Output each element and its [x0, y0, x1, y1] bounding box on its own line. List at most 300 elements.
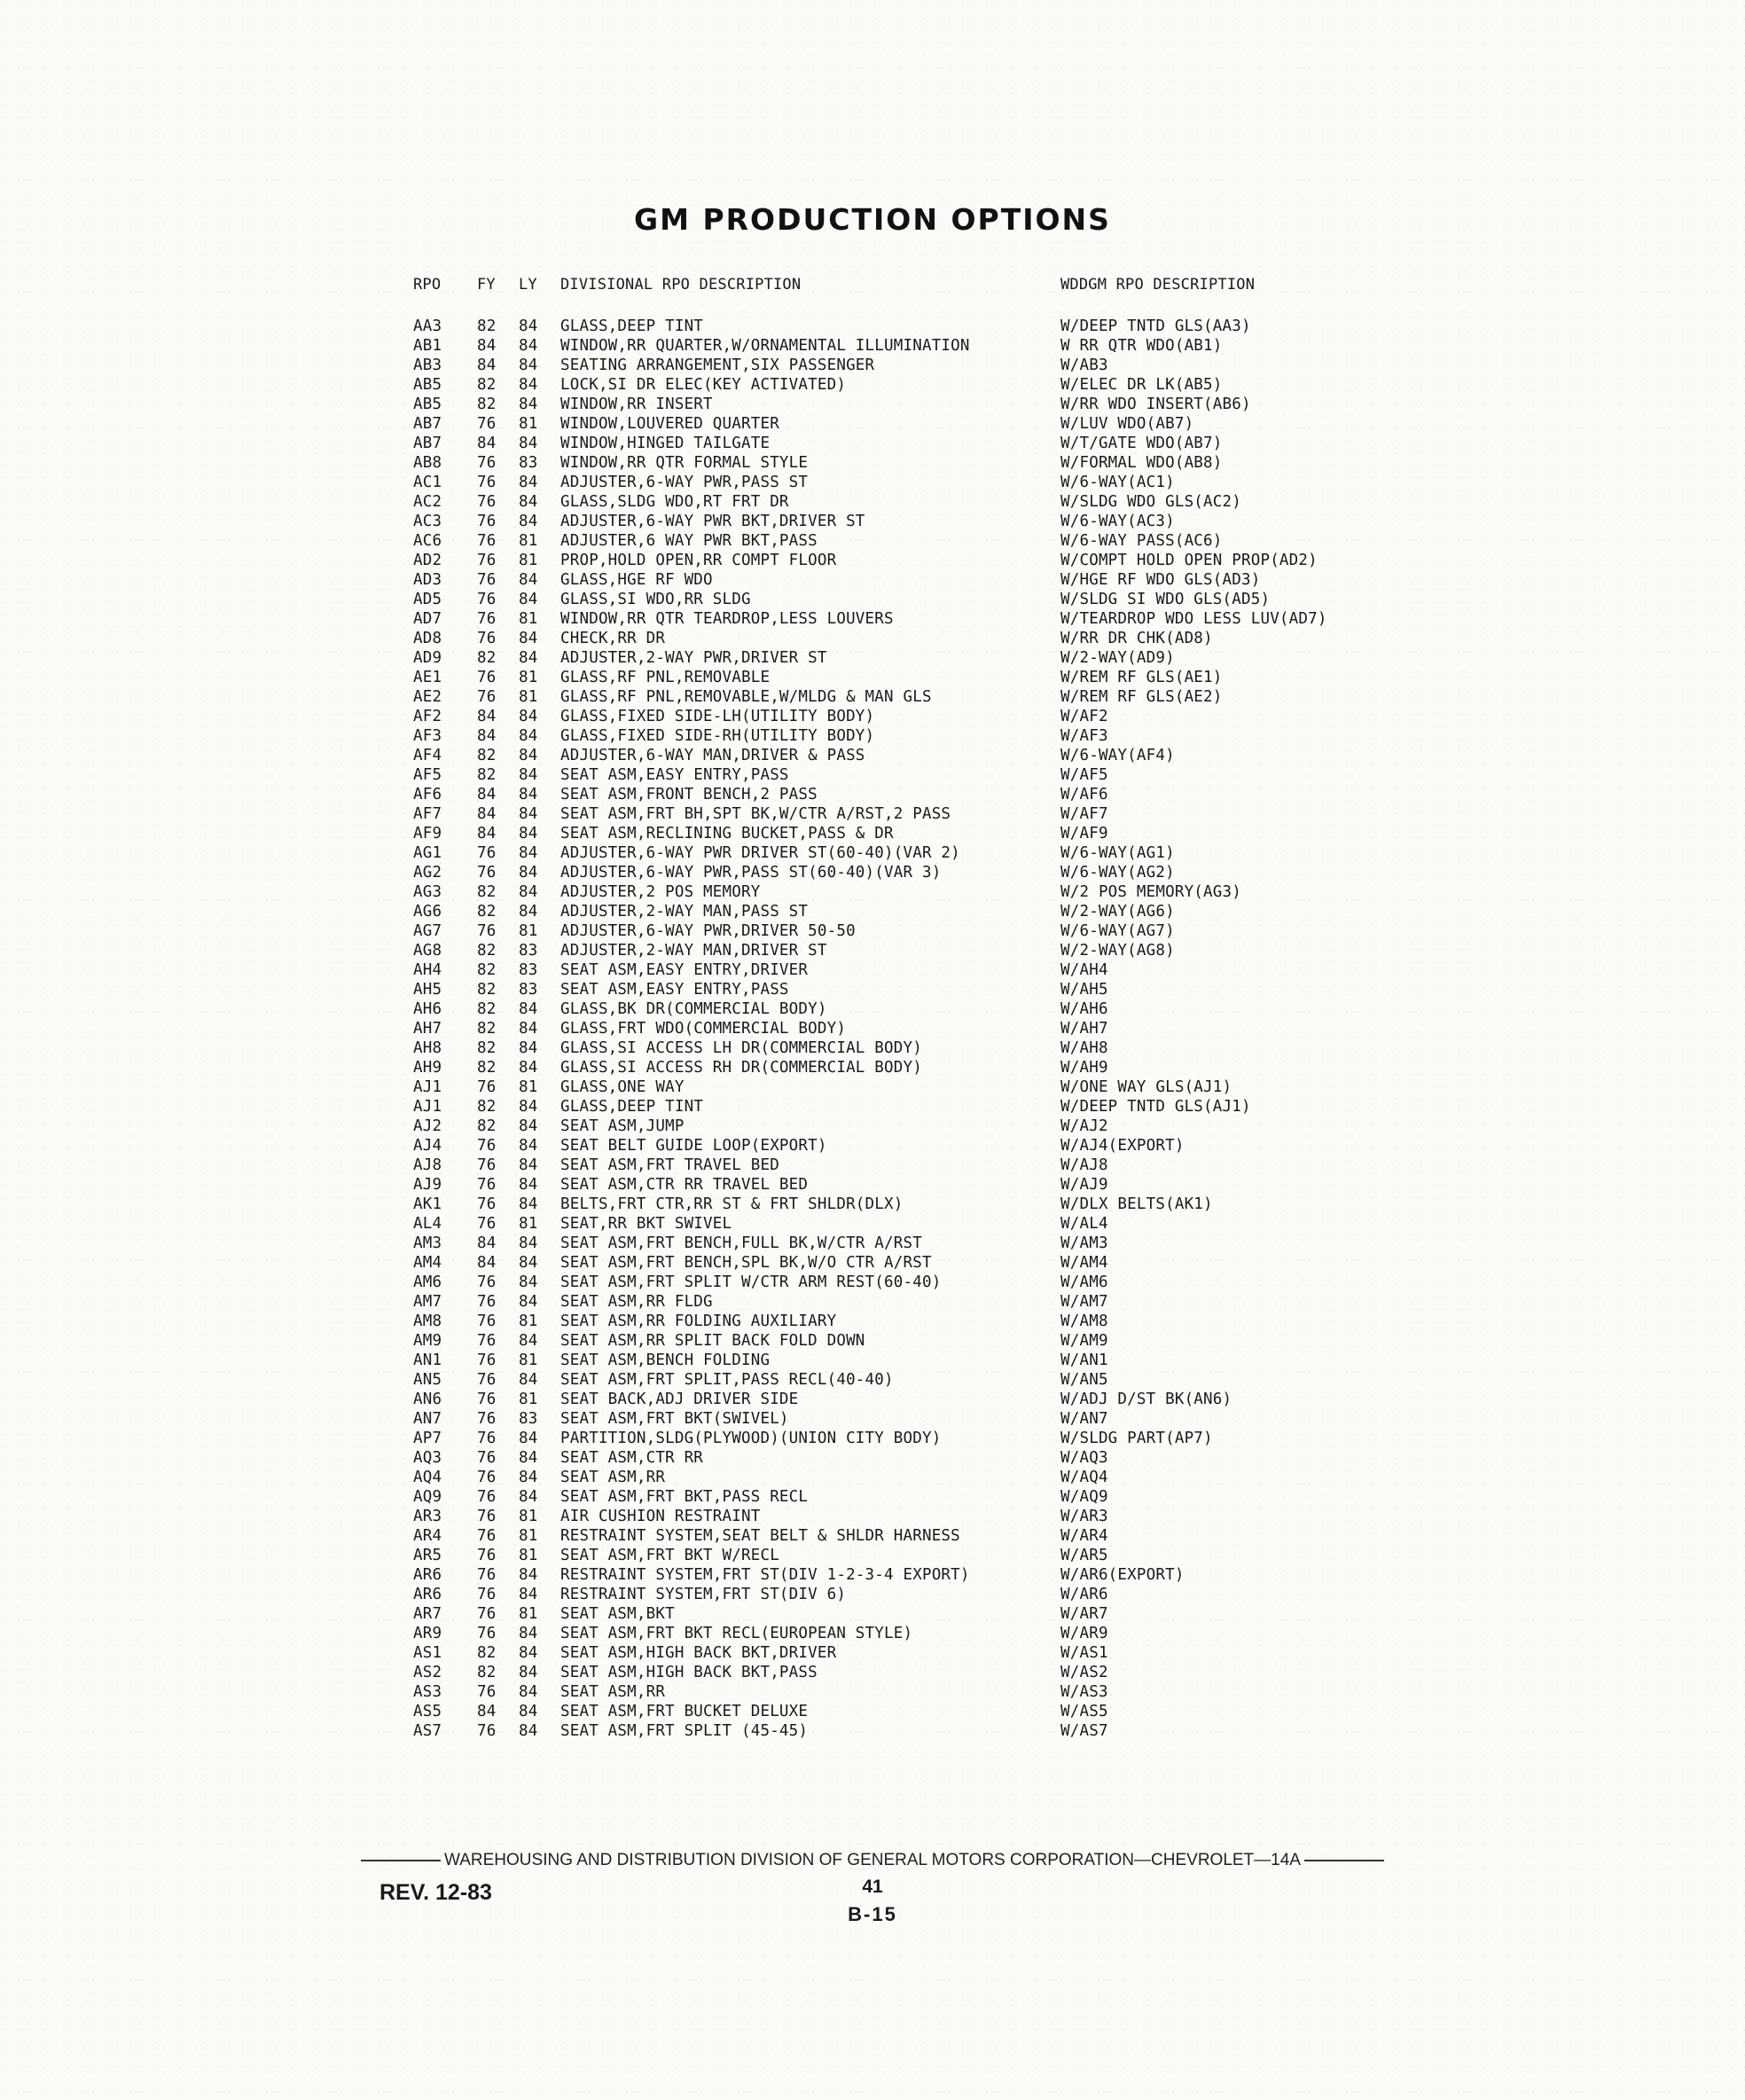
divisional-description-cell: SEAT ASM,RR: [560, 1469, 666, 1486]
rpo-cell: AB3: [413, 357, 442, 374]
fy-cell: 82: [477, 317, 497, 335]
wdgm-description-cell: W/SLDG WDO GLS(AC2): [1060, 493, 1241, 511]
fy-cell: 76: [477, 591, 497, 608]
ly-cell: 84: [519, 513, 538, 530]
table-row: [0, 960, 1745, 980]
ly-cell: 84: [519, 317, 538, 335]
table-row: [0, 1136, 1745, 1156]
divisional-description-cell: SEAT ASM,RR FLDG: [560, 1293, 713, 1311]
table-row: [0, 1292, 1745, 1312]
ly-cell: 84: [519, 1234, 538, 1252]
divisional-description-cell: GLASS,BK DR(COMMERCIAL BODY): [560, 1000, 827, 1018]
divisional-description-cell: ADJUSTER,6-WAY PWR,DRIVER 50-50: [560, 922, 856, 940]
rpo-cell: AM8: [413, 1312, 442, 1330]
wdgm-description-cell: W/2-WAY(AG8): [1060, 942, 1175, 960]
rpo-cell: AD9: [413, 649, 442, 667]
ly-cell: 84: [519, 747, 538, 764]
table-row: [0, 902, 1745, 921]
fy-cell: 76: [477, 1371, 497, 1389]
rpo-cell: AM7: [413, 1293, 442, 1311]
divisional-description-cell: WINDOW,LOUVERED QUARTER: [560, 415, 779, 433]
wdgm-description-cell: W/AH6: [1060, 1000, 1108, 1018]
rpo-cell: AD2: [413, 552, 442, 569]
ly-cell: 84: [519, 474, 538, 491]
rpo-cell: AL4: [413, 1215, 442, 1233]
wdgm-description-cell: W/AF2: [1060, 708, 1108, 725]
divisional-description-cell: SEAT ASM,FRT SPLIT W/CTR ARM REST(60-40): [560, 1273, 942, 1291]
wdgm-description-cell: W/AQ4: [1060, 1469, 1108, 1486]
rpo-cell: AR7: [413, 1605, 442, 1623]
wdgm-description-cell: W/AF5: [1060, 766, 1108, 784]
wdgm-description-cell: W/LUV WDO(AB7): [1060, 415, 1194, 433]
wdgm-description-cell: W/FORMAL WDO(AB8): [1060, 454, 1223, 472]
table-row: [0, 1604, 1745, 1624]
table-row: [0, 1058, 1745, 1077]
rpo-cell: AB7: [413, 435, 442, 452]
table-row: [0, 1429, 1745, 1448]
ly-cell: 84: [519, 805, 538, 823]
rpo-cell: AQ4: [413, 1469, 442, 1486]
ly-cell: 84: [519, 649, 538, 667]
rpo-cell: AM9: [413, 1332, 442, 1350]
ly-cell: 84: [519, 591, 538, 608]
rpo-cell: AN5: [413, 1371, 442, 1389]
ly-cell: 84: [519, 1586, 538, 1603]
rpo-cell: AH8: [413, 1039, 442, 1057]
fy-cell: 76: [477, 1391, 497, 1408]
wdgm-description-cell: W/AB3: [1060, 357, 1108, 374]
divisional-description-cell: ADJUSTER,6 WAY PWR BKT,PASS: [560, 532, 818, 550]
divisional-description-cell: GLASS,DEEP TINT: [560, 317, 704, 335]
ly-cell: 84: [519, 1566, 538, 1584]
table-row: [0, 1565, 1745, 1585]
table-row: [0, 1312, 1745, 1331]
rpo-cell: AQ9: [413, 1488, 442, 1506]
fy-cell: 82: [477, 883, 497, 901]
fy-cell: 76: [477, 415, 497, 433]
fy-cell: 76: [477, 669, 497, 686]
divisional-description-cell: ADJUSTER,2-WAY PWR,DRIVER ST: [560, 649, 827, 667]
table-row: [0, 941, 1745, 960]
fy-cell: 82: [477, 981, 497, 999]
divisional-description-cell: GLASS,SI ACCESS RH DR(COMMERCIAL BODY): [560, 1059, 922, 1077]
ly-cell: 84: [519, 1059, 538, 1077]
rpo-cell: AD5: [413, 591, 442, 608]
divisional-description-cell: GLASS,FIXED SIDE-LH(UTILITY BODY): [560, 708, 875, 725]
rpo-cell: AJ1: [413, 1078, 442, 1096]
divisional-description-cell: SEAT ASM,HIGH BACK BKT,PASS: [560, 1664, 818, 1681]
wdgm-description-cell: W/ELEC DR LK(AB5): [1060, 376, 1223, 394]
table-row: [0, 1682, 1745, 1702]
rpo-cell: AH7: [413, 1020, 442, 1038]
table-row: [0, 492, 1745, 512]
ly-cell: 84: [519, 708, 538, 725]
ly-cell: 84: [519, 1020, 538, 1038]
fy-cell: 76: [477, 1722, 497, 1740]
rpo-cell: AM6: [413, 1273, 442, 1291]
table-row: [0, 1663, 1745, 1682]
wdgm-description-cell: W/6-WAY(AF4): [1060, 747, 1175, 764]
wdgm-description-cell: W/AR7: [1060, 1605, 1108, 1623]
wdgm-description-cell: W/COMPT HOLD OPEN PROP(AD2): [1060, 552, 1318, 569]
page-title: GM PRODUCTION OPTIONS: [634, 202, 1111, 237]
fy-cell: 76: [477, 493, 497, 511]
footer-division-text: WAREHOUSING AND DISTRIBUTION DIVISION OF GENERAL MOTORS CORPORATION—CHEVROLET—14A: [444, 1851, 1301, 1869]
divisional-description-cell: ADJUSTER,6-WAY MAN,DRIVER & PASS: [560, 747, 865, 764]
divisional-description-cell: SEAT ASM,JUMP: [560, 1117, 685, 1135]
wdgm-description-cell: W/DEEP TNTD GLS(AA3): [1060, 317, 1251, 335]
table-row: [0, 336, 1745, 356]
ly-cell: 83: [519, 981, 538, 999]
wdgm-description-cell: W/6-WAY(AC3): [1060, 513, 1175, 530]
header-divisional-description: DIVISIONAL RPO DESCRIPTION: [560, 276, 802, 294]
ly-cell: 81: [519, 1605, 538, 1623]
footer-division-line: [0, 1851, 1745, 1870]
table-row: [0, 1175, 1745, 1195]
wdgm-description-cell: W/AJ2: [1060, 1117, 1108, 1135]
rpo-cell: AR3: [413, 1508, 442, 1525]
table-row: [0, 1097, 1745, 1117]
table-row: [0, 980, 1745, 999]
fy-cell: 82: [477, 376, 497, 394]
rpo-cell: AC6: [413, 532, 442, 550]
ly-cell: 84: [519, 727, 538, 745]
ly-cell: 84: [519, 903, 538, 921]
divisional-description-cell: CHECK,RR DR: [560, 630, 666, 647]
ly-cell: 84: [519, 357, 538, 374]
fy-cell: 76: [477, 1176, 497, 1194]
ly-cell: 84: [519, 786, 538, 803]
fy-cell: 76: [477, 1586, 497, 1603]
table-row: [0, 629, 1745, 648]
ly-cell: 84: [519, 1254, 538, 1272]
divisional-description-cell: SEAT ASM,FRT BH,SPT BK,W/CTR A/RST,2 PASS: [560, 805, 951, 823]
ly-cell: 81: [519, 1352, 538, 1369]
table-row: [0, 375, 1745, 395]
fy-cell: 84: [477, 1254, 497, 1272]
wdgm-description-cell: W/AR9: [1060, 1625, 1108, 1642]
rpo-cell: AJ4: [413, 1137, 442, 1155]
divisional-description-cell: SEAT ASM,FRT BKT(SWIVEL): [560, 1410, 789, 1428]
ly-cell: 84: [519, 1332, 538, 1350]
divisional-description-cell: SEAT ASM,BKT: [560, 1605, 675, 1623]
wdgm-description-cell: W/AM6: [1060, 1273, 1108, 1291]
rpo-cell: AG1: [413, 844, 442, 862]
wdgm-description-cell: W/AJ9: [1060, 1176, 1108, 1194]
wdgm-description-cell: W/AH8: [1060, 1039, 1108, 1057]
fy-cell: 82: [477, 1098, 497, 1116]
table-row: [0, 551, 1745, 570]
wdgm-description-cell: W/2 POS MEMORY(AG3): [1060, 883, 1241, 901]
table-row: [0, 531, 1745, 551]
rpo-cell: AS5: [413, 1703, 442, 1720]
section-number: B-15: [848, 1903, 897, 1925]
fy-cell: 76: [477, 1273, 497, 1291]
wdgm-description-cell: W/AN5: [1060, 1371, 1108, 1389]
table-row: [0, 824, 1745, 843]
ly-cell: 81: [519, 1547, 538, 1564]
divisional-description-cell: SEAT ASM,FRT TRAVEL BED: [560, 1156, 779, 1174]
ly-cell: 83: [519, 961, 538, 979]
rpo-cell: AB7: [413, 415, 442, 433]
table-row: [0, 1351, 1745, 1370]
rpo-cell: AK1: [413, 1195, 442, 1213]
ly-cell: 83: [519, 1410, 538, 1428]
fy-cell: 76: [477, 922, 497, 940]
ly-cell: 84: [519, 766, 538, 784]
table-row: [0, 921, 1745, 941]
fy-cell: 76: [477, 1605, 497, 1623]
fy-cell: 82: [477, 903, 497, 921]
fy-cell: 82: [477, 1664, 497, 1681]
fy-cell: 82: [477, 396, 497, 413]
ly-cell: 83: [519, 942, 538, 960]
divisional-description-cell: GLASS,ONE WAY: [560, 1078, 685, 1096]
ly-cell: 81: [519, 1391, 538, 1408]
fy-cell: 76: [477, 454, 497, 472]
table-row: [0, 1195, 1745, 1214]
ly-cell: 81: [519, 532, 538, 550]
fy-cell: 82: [477, 961, 497, 979]
fy-cell: 76: [477, 1137, 497, 1155]
table-row: [0, 648, 1745, 668]
divisional-description-cell: SEAT ASM,EASY ENTRY,DRIVER: [560, 961, 809, 979]
divisional-description-cell: GLASS,SI ACCESS LH DR(COMMERCIAL BODY): [560, 1039, 922, 1057]
wdgm-description-cell: W/AR6(EXPORT): [1060, 1566, 1185, 1584]
fy-cell: 82: [477, 1644, 497, 1662]
wdgm-description-cell: W/AR5: [1060, 1547, 1108, 1564]
rpo-cell: AM4: [413, 1254, 442, 1272]
divisional-description-cell: WINDOW,RR INSERT: [560, 396, 713, 413]
divisional-description-cell: SEAT BACK,ADJ DRIVER SIDE: [560, 1391, 799, 1408]
wdgm-description-cell: W/6-WAY(AG2): [1060, 864, 1175, 882]
table-row: [0, 1702, 1745, 1721]
fy-cell: 76: [477, 630, 497, 647]
wdgm-description-cell: W/AS3: [1060, 1683, 1108, 1701]
table-row: [0, 453, 1745, 473]
ly-cell: 84: [519, 1039, 538, 1057]
divisional-description-cell: SEAT ASM,EASY ENTRY,PASS: [560, 766, 789, 784]
footer-rule-left: [361, 1860, 441, 1861]
header-wdgm-description: WDDGM RPO DESCRIPTION: [1060, 276, 1256, 294]
divisional-description-cell: ADJUSTER,6-WAY PWR DRIVER ST(60-40)(VAR 2): [560, 844, 960, 862]
divisional-description-cell: RESTRAINT SYSTEM,SEAT BELT & SHLDR HARNESS: [560, 1527, 960, 1545]
wdgm-description-cell: W/AS1: [1060, 1644, 1108, 1662]
rpo-cell: AB8: [413, 454, 442, 472]
table-row: [0, 1273, 1745, 1292]
wdgm-description-cell: W/AL4: [1060, 1215, 1108, 1233]
divisional-description-cell: GLASS,DEEP TINT: [560, 1098, 704, 1116]
divisional-description-cell: GLASS,SLDG WDO,RT FRT DR: [560, 493, 789, 511]
table-row: [0, 356, 1745, 375]
divisional-description-cell: PARTITION,SLDG(PLYWOOD)(UNION CITY BODY): [560, 1430, 942, 1447]
ly-cell: 84: [519, 630, 538, 647]
table-row: [0, 843, 1745, 863]
fy-cell: 82: [477, 1117, 497, 1135]
table-row: [0, 882, 1745, 902]
wdgm-description-cell: W/AR4: [1060, 1527, 1108, 1545]
divisional-description-cell: GLASS,FRT WDO(COMMERCIAL BODY): [560, 1020, 847, 1038]
divisional-description-cell: GLASS,HGE RF WDO: [560, 571, 713, 589]
rpo-cell: AC2: [413, 493, 442, 511]
wdgm-description-cell: W/AM4: [1060, 1254, 1108, 1272]
ly-cell: 84: [519, 1156, 538, 1174]
rpo-cell: AD8: [413, 630, 442, 647]
fy-cell: 76: [477, 1410, 497, 1428]
rpo-cell: AG6: [413, 903, 442, 921]
rpo-cell: AE1: [413, 669, 442, 686]
fy-cell: 76: [477, 688, 497, 706]
wdgm-description-cell: W/AM3: [1060, 1234, 1108, 1252]
fy-cell: 76: [477, 1156, 497, 1174]
table-row: [0, 863, 1745, 882]
rpo-cell: AF7: [413, 805, 442, 823]
wdgm-description-cell: W/AF7: [1060, 805, 1108, 823]
divisional-description-cell: SEAT BELT GUIDE LOOP(EXPORT): [560, 1137, 827, 1155]
fy-cell: 76: [477, 1683, 497, 1701]
wdgm-description-cell: W/6-WAY PASS(AC6): [1060, 532, 1223, 550]
wdgm-description-cell: W RR QTR WDO(AB1): [1060, 337, 1223, 355]
ly-cell: 84: [519, 1195, 538, 1213]
rpo-cell: AF9: [413, 825, 442, 842]
table-row: [0, 765, 1745, 785]
rpo-cell: AR5: [413, 1547, 442, 1564]
rpo-cell: AG3: [413, 883, 442, 901]
rpo-cell: AN6: [413, 1391, 442, 1408]
ly-cell: 84: [519, 337, 538, 355]
fy-cell: 76: [477, 1547, 497, 1564]
ly-cell: 84: [519, 1137, 538, 1155]
divisional-description-cell: SEAT ASM,RR SPLIT BACK FOLD DOWN: [560, 1332, 865, 1350]
rpo-cell: AC1: [413, 474, 442, 491]
table-row: [0, 668, 1745, 687]
table-row: [0, 1156, 1745, 1175]
wdgm-description-cell: W/AH4: [1060, 961, 1108, 979]
ly-cell: 81: [519, 415, 538, 433]
table-row: [0, 512, 1745, 531]
table-row: [0, 1331, 1745, 1351]
ly-cell: 84: [519, 376, 538, 394]
table-row: [0, 1721, 1745, 1741]
rpo-cell: AR6: [413, 1586, 442, 1603]
page-number: 41: [862, 1877, 883, 1897]
rpo-cell: AR4: [413, 1527, 442, 1545]
wdgm-description-cell: W/RR WDO INSERT(AB6): [1060, 396, 1251, 413]
fy-cell: 76: [477, 1293, 497, 1311]
divisional-description-cell: GLASS,RF PNL,REMOVABLE: [560, 669, 771, 686]
rpo-cell: AF3: [413, 727, 442, 745]
table-row: [0, 414, 1745, 434]
ly-cell: 81: [519, 1527, 538, 1545]
fy-cell: 76: [477, 1312, 497, 1330]
ly-cell: 81: [519, 688, 538, 706]
divisional-description-cell: PROP,HOLD OPEN,RR COMPT FLOOR: [560, 552, 837, 569]
ly-cell: 84: [519, 1488, 538, 1506]
rpo-cell: AQ3: [413, 1449, 442, 1467]
rpo-cell: AH9: [413, 1059, 442, 1077]
wdgm-description-cell: W/ONE WAY GLS(AJ1): [1060, 1078, 1232, 1096]
divisional-description-cell: RESTRAINT SYSTEM,FRT ST(DIV 1-2-3-4 EXPORT): [560, 1566, 970, 1584]
table-row: [0, 434, 1745, 453]
footer-rule-right: [1304, 1860, 1384, 1861]
ly-cell: 84: [519, 1176, 538, 1194]
divisional-description-cell: ADJUSTER,6-WAY PWR,PASS ST(60-40)(VAR 3): [560, 864, 942, 882]
divisional-description-cell: LOCK,SI DR ELEC(KEY ACTIVATED): [560, 376, 847, 394]
divisional-description-cell: SEAT ASM,FRT BENCH,SPL BK,W/O CTR A/RST: [560, 1254, 932, 1272]
divisional-description-cell: SEAT ASM,RECLINING BUCKET,PASS & DR: [560, 825, 894, 842]
rpo-cell: AS7: [413, 1722, 442, 1740]
table-row: [0, 1038, 1745, 1058]
divisional-description-cell: SEAT ASM,FRT BKT RECL(EUROPEAN STYLE): [560, 1625, 913, 1642]
wdgm-description-cell: W/AH5: [1060, 981, 1108, 999]
divisional-description-cell: ADJUSTER,2 POS MEMORY: [560, 883, 761, 901]
divisional-description-cell: ADJUSTER,6-WAY PWR,PASS ST: [560, 474, 809, 491]
table-row: [0, 1390, 1745, 1409]
fy-cell: 76: [477, 571, 497, 589]
table-row: [0, 1546, 1745, 1565]
table-row: [0, 1234, 1745, 1253]
table-row: [0, 1019, 1745, 1038]
ly-cell: 84: [519, 396, 538, 413]
table-row: [0, 1487, 1745, 1507]
wdgm-description-cell: W/AQ9: [1060, 1488, 1108, 1506]
wdgm-description-cell: W/RR DR CHK(AD8): [1060, 630, 1213, 647]
ly-cell: 81: [519, 1078, 538, 1096]
fy-cell: 84: [477, 825, 497, 842]
ly-cell: 84: [519, 571, 538, 589]
rpo-cell: AA3: [413, 317, 442, 335]
divisional-description-cell: GLASS,FIXED SIDE-RH(UTILITY BODY): [560, 727, 875, 745]
ly-cell: 81: [519, 922, 538, 940]
fy-cell: 76: [477, 1508, 497, 1525]
rpo-cell: AG2: [413, 864, 442, 882]
divisional-description-cell: RESTRAINT SYSTEM,FRT ST(DIV 6): [560, 1586, 847, 1603]
ly-cell: 81: [519, 1508, 538, 1525]
ly-cell: 83: [519, 454, 538, 472]
wdgm-description-cell: W/AJ8: [1060, 1156, 1108, 1174]
table-row: [0, 1468, 1745, 1487]
rpo-cell: AN7: [413, 1410, 442, 1428]
ly-cell: 84: [519, 1371, 538, 1389]
ly-cell: 81: [519, 552, 538, 569]
divisional-description-cell: SEAT ASM,FRT BENCH,FULL BK,W/CTR A/RST: [560, 1234, 922, 1252]
wdgm-description-cell: W/AF6: [1060, 786, 1108, 803]
divisional-description-cell: SEAT ASM,CTR RR TRAVEL BED: [560, 1176, 809, 1194]
header-fy: FY: [477, 276, 496, 294]
fy-cell: 76: [477, 552, 497, 569]
ly-cell: 84: [519, 493, 538, 511]
rpo-cell: AB1: [413, 337, 442, 355]
divisional-description-cell: WINDOW,RR QUARTER,W/ORNAMENTAL ILLUMINATION: [560, 337, 970, 355]
wdgm-description-cell: W/2-WAY(AD9): [1060, 649, 1175, 667]
fy-cell: 84: [477, 435, 497, 452]
rpo-cell: AJ1: [413, 1098, 442, 1116]
wdgm-description-cell: W/AS5: [1060, 1703, 1108, 1720]
table-row: [0, 1253, 1745, 1273]
divisional-description-cell: GLASS,SI WDO,RR SLDG: [560, 591, 751, 608]
fy-cell: 76: [477, 1332, 497, 1350]
table-row: [0, 1448, 1745, 1468]
fy-cell: 84: [477, 727, 497, 745]
wdgm-description-cell: W/TEARDROP WDO LESS LUV(AD7): [1060, 610, 1327, 628]
divisional-description-cell: GLASS,RF PNL,REMOVABLE,W/MLDG & MAN GLS: [560, 688, 932, 706]
ly-cell: 84: [519, 1625, 538, 1642]
table-row: [0, 1643, 1745, 1663]
fy-cell: 76: [477, 1488, 497, 1506]
wdgm-description-cell: W/AH7: [1060, 1020, 1108, 1038]
ly-cell: 81: [519, 610, 538, 628]
divisional-description-cell: SEAT ASM,BENCH FOLDING: [560, 1352, 771, 1369]
